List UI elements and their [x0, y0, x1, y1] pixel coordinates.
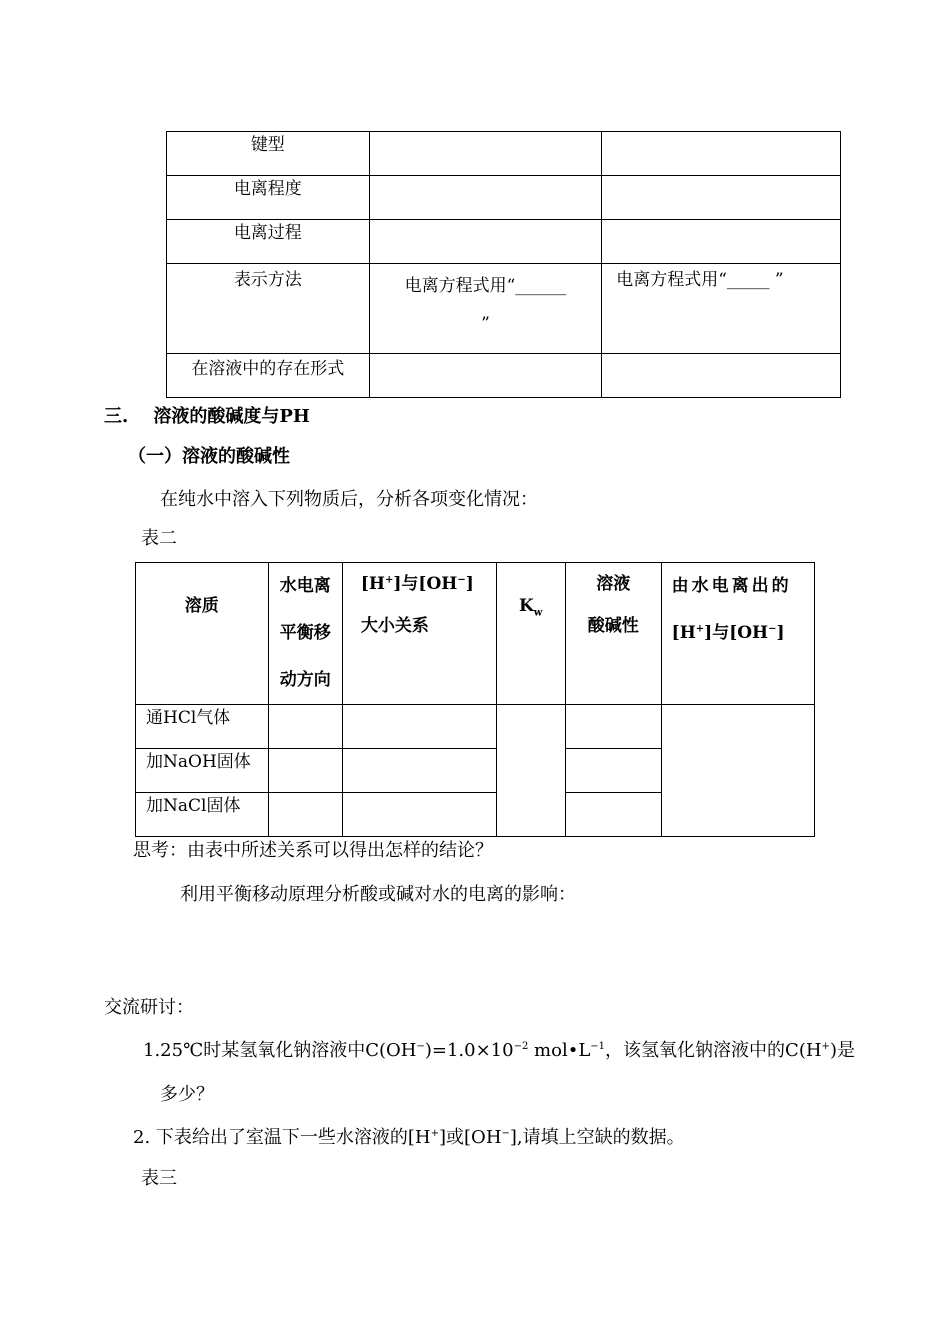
comparison-table — [166, 131, 841, 398]
table-cell — [565, 793, 661, 837]
row-label-representation: 表示方法 — [167, 264, 370, 354]
kw-merged-cell — [496, 705, 565, 837]
row-label-ionization-process: 电离过程 — [167, 220, 370, 264]
discussion-title: 交流研讨： — [104, 997, 194, 1018]
header-concentration-relation: [H+]与[OH−] 大小关系 — [342, 563, 496, 705]
section-heading: 三. 溶液的酸碱度与PH — [104, 406, 310, 427]
question-2: 2. 下表给出了室温下一些水溶液的[H+]或[OH−],请填上空缺的数据。 — [133, 1127, 685, 1148]
equation-text: 电离方程式用“______ — [404, 276, 567, 296]
row-label-bond-type: 键型 — [167, 132, 370, 176]
representation-strong — [369, 264, 602, 354]
analysis-prompt: 利用平衡移动原理分析酸或碱对水的电离的影响： — [180, 884, 576, 905]
table-caption: 表二 — [141, 528, 177, 549]
row-naoh: 加NaOH固体 — [136, 749, 269, 793]
equation-text-end: ” — [481, 314, 490, 334]
table-cell — [342, 793, 496, 837]
question-1: 1.25℃时某氢氧化钠溶液中$C(OH^-)=1.0\times 10^{-2}$ $mol•L^{-1}$，该氢氧化钠溶液中的C(H+)是 — [143, 1040, 855, 1061]
thinking-question: 思考：由表中所述关系可以得出怎样的结论？ — [133, 840, 493, 861]
table-cell — [602, 132, 841, 176]
table-cell — [369, 176, 602, 220]
table-cell — [268, 705, 342, 749]
table-cell — [602, 176, 841, 220]
table-cell — [565, 749, 661, 793]
solute-effect-table — [135, 562, 815, 837]
table-cell — [342, 705, 496, 749]
table-cell — [369, 132, 602, 176]
table3-caption: 表三 — [141, 1168, 177, 1189]
table-cell — [268, 793, 342, 837]
table-cell — [369, 354, 602, 398]
table-cell — [369, 220, 602, 264]
water-merged-cell — [661, 705, 814, 837]
table-cell — [602, 220, 841, 264]
representation-weak: 电离方程式用“_____ ” — [602, 264, 841, 354]
row-label-ionization-degree: 电离程度 — [167, 176, 370, 220]
intro-text: 在纯水中溶入下列物质后，分析各项变化情况： — [160, 489, 538, 510]
header-kw: $K_w$ — [496, 563, 565, 705]
row-label-existing-form: 在溶液中的存在形式 — [167, 354, 370, 398]
question-1-line-2: 多少？ — [160, 1084, 214, 1105]
table-cell — [268, 749, 342, 793]
table-cell — [602, 354, 841, 398]
table-cell — [342, 749, 496, 793]
subsection-heading: （一）溶液的酸碱性 — [128, 446, 290, 467]
header-equilibrium-shift: 水电离 平衡移 动方向 — [268, 563, 342, 705]
header-water-ionized: 由水电离出的 [H+]与[OH−] — [661, 563, 814, 705]
row-nacl: 加NaCl固体 — [136, 793, 269, 837]
header-solute: 溶质 — [136, 563, 269, 705]
table-cell — [565, 705, 661, 749]
header-acidity: 溶液 酸碱性 — [565, 563, 661, 705]
row-hcl: 通HCl气体 — [136, 705, 269, 749]
